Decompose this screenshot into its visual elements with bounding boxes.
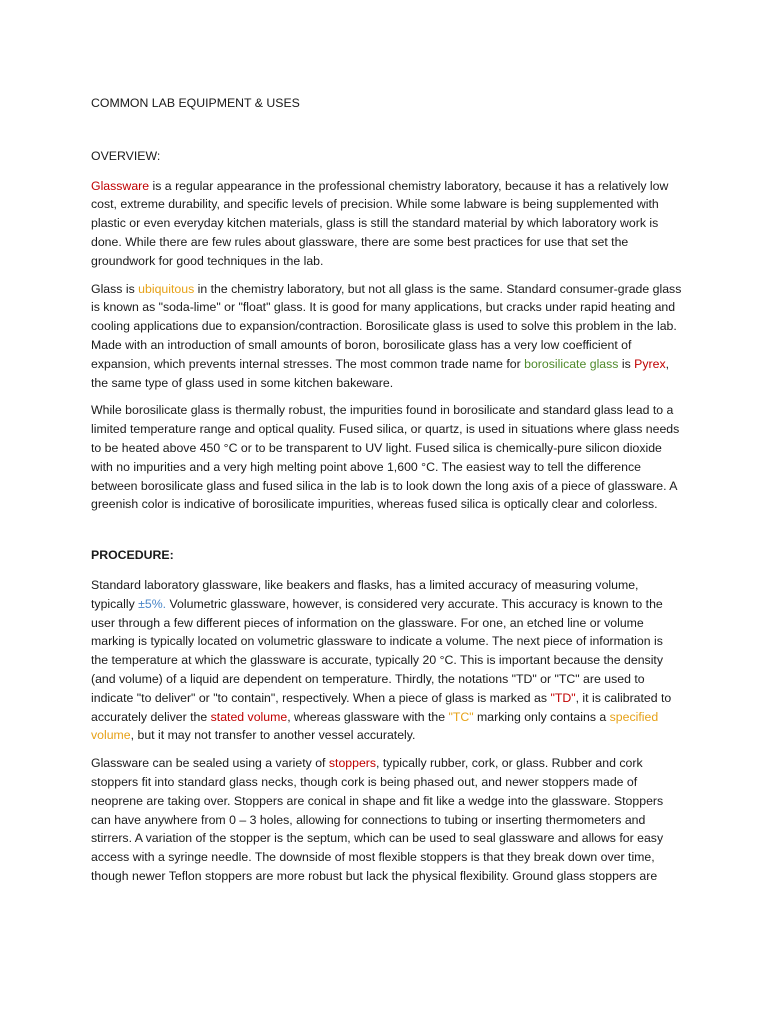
- procedure-section: [91, 576, 682, 886]
- highlighted-term: stoppers: [328, 756, 377, 771]
- text-run: Standard laboratory glassware, like beakers and flasks, has a limited accuracy of measuring volume, typically: [91, 577, 639, 611]
- procedure-paragraph-1: [91, 576, 682, 745]
- highlighted-term: Pyrex: [634, 356, 666, 371]
- text-run: , typically rubber, cork, or glass. Rubber and cork stoppers fit into standard glass necks, though cork is being phased out, and newer stoppers made of neoprene are taking over. Stoppers are conical in shape and fit like a wedge into the glassware. Stoppers can have anywhere from 0 – 3 holes, allowing for connections to tubing or inserting thermometers and stirrers. A variation of the stopper is the septum, which can be used to seal glassware and allows for easy access with a syringe needle. The downside of most flexible stoppers is that they break down over time, though newer Teflon stoppers are more robust but lack the physical flexibility. Ground glass stoppers are: [91, 756, 664, 883]
- text-run: marking only contains a: [473, 709, 610, 724]
- text-run: , but it may not transfer to another vessel accurately.: [130, 728, 416, 743]
- text-run: is: [618, 356, 635, 371]
- text-run: While borosilicate glass is thermally robust, the impurities found in borosilicate and standard glass lead to a limited temperature range and optical quality. Fused silica, or quartz, is used in situations where glass needs to be heated above 450 °C or to be transparent to UV light. Fused silica is chemically-pure silicon dioxide with no impurities and a very high melting point above 1,600 °C. The easiest way to tell the difference between borosilicate glass and fused silica in the lab is to look down the long axis of a piece of glassware. A greenish color is indicative of borosilicate impurities, whereas fused silica is optically clear and colorless.: [91, 403, 680, 512]
- overview-paragraph-3: [91, 401, 682, 514]
- highlighted-term: stated volume: [210, 709, 288, 724]
- text-run: , whereas glassware with the: [287, 709, 449, 724]
- highlighted-term: ±5%.: [138, 596, 167, 611]
- text-run: in the chemistry laboratory, but not all glass is the same. Standard consumer-grade glass is known as "soda-lime" or "float" glass. It is good for many applications, but cracks under rapid heating and cooling applications due to expansion/contraction. Borosilicate glass is used to solve this problem in the lab. Made with an introduction of small amounts of boron, borosilicate glass has a very low coefficient of expansion, which prevents internal stresses. The most common trade name for: [91, 281, 682, 371]
- document-title: COMMON LAB EQUIPMENT & USES: [91, 96, 300, 110]
- highlighted-term: ubiquitous: [138, 281, 195, 296]
- overview-paragraph-1: [91, 177, 682, 271]
- highlighted-term: borosilicate glass: [524, 356, 619, 371]
- procedure-heading: PROCEDURE:: [91, 548, 174, 563]
- procedure-paragraph-2: [91, 754, 682, 886]
- highlighted-term: "TD": [550, 690, 576, 705]
- overview-heading: OVERVIEW:: [91, 148, 161, 163]
- text-run: Glass is: [91, 281, 139, 296]
- overview-paragraph-2: [91, 280, 682, 393]
- text-run: , the same type of glass used in some kitchen bakeware.: [91, 356, 670, 390]
- highlighted-term: specified volume: [91, 709, 659, 743]
- text-run: Volumetric glassware, however, is considered very accurate. This accuracy is known to the user through a few different pieces of information on the glassware. For one, an etched line or volume marking is typically located on volumetric glassware to indicate a volume. The next piece of information is the temperature at which the glassware is accurate, typically 20 °C. This is important because the density (and volume) of a liquid are dependent on temperature. Thirdly, the notations "TD" or "TC" are used to indicate "to deliver" or "to contain", respectively. When a piece of glass is marked as: [91, 596, 663, 705]
- section-spacer: [91, 523, 682, 546]
- text-run: is a regular appearance in the professional chemistry laboratory, because it has a relatively low cost, extreme durability, and specific levels of precision. While some labware is being supplemented with plastic or even everyday kitchen materials, glass is still the standard material by which laboratory work is done. While there are few rules about glassware, there are some best practices for use that set the groundwork for good techniques in the lab.: [91, 178, 669, 268]
- text-run: , it is calibrated to accurately deliver the: [91, 690, 672, 724]
- highlighted-term: "TC": [448, 709, 474, 724]
- text-run: Glassware can be sealed using a variety of: [91, 756, 329, 771]
- overview-section: [91, 177, 682, 515]
- highlighted-term: Glassware: [91, 178, 150, 193]
